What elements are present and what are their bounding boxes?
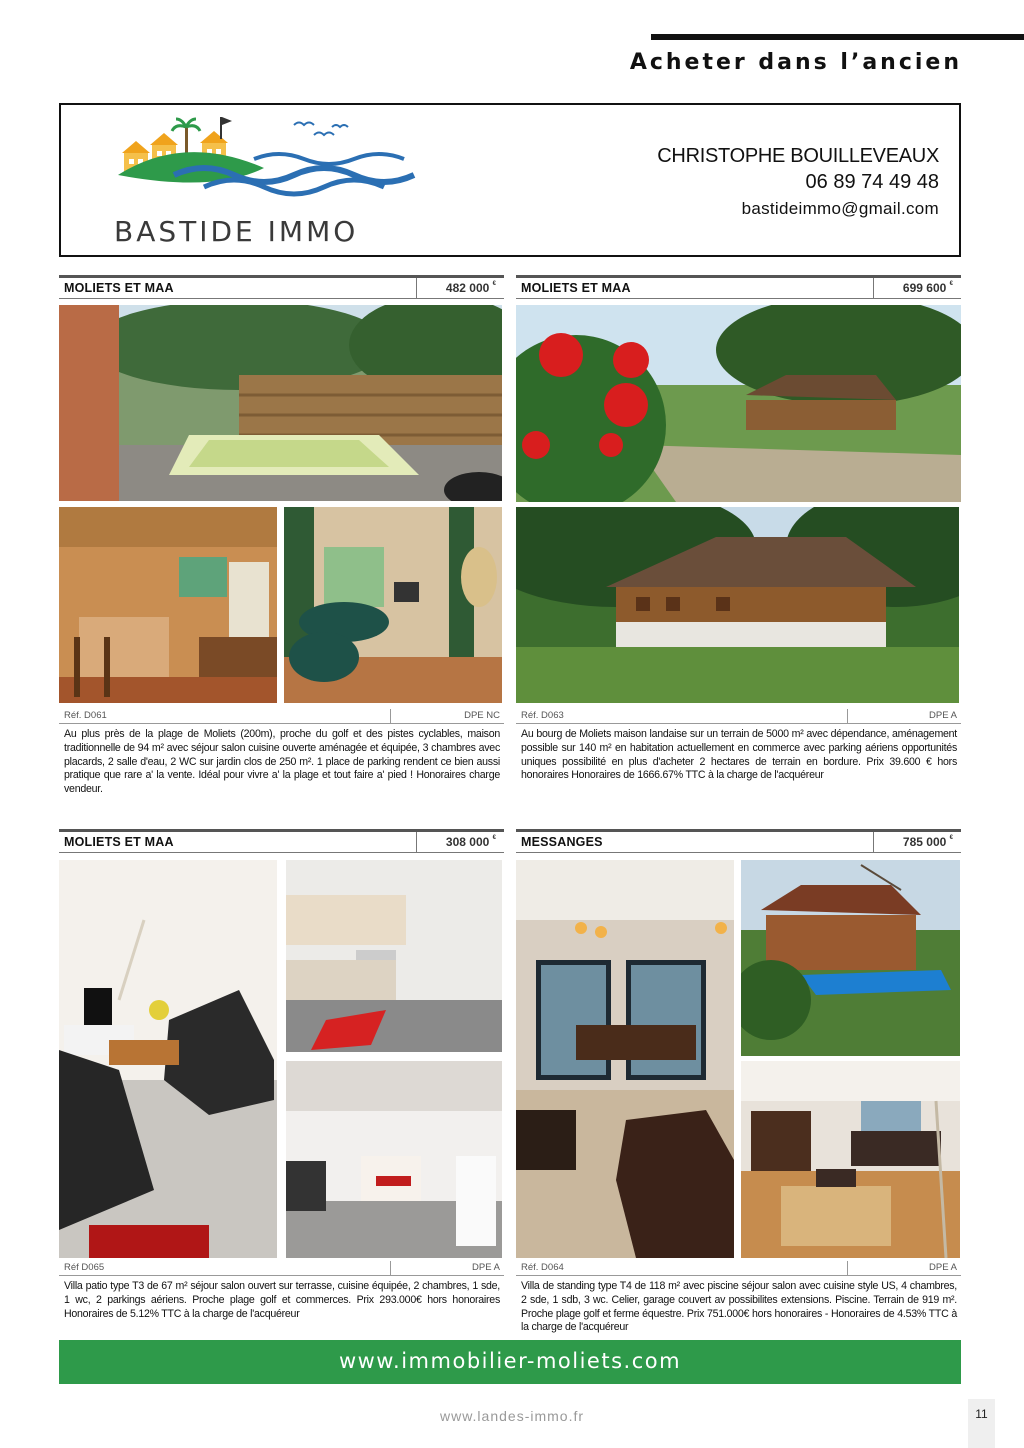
listing-city: MOLIETS ET MAA (521, 281, 631, 295)
photo-living-room[interactable] (284, 507, 502, 703)
photo-lounge[interactable] (59, 860, 277, 1258)
listing-header (59, 275, 504, 299)
listing-card (59, 275, 504, 805)
section-title: Acheter dans l’ancien (629, 50, 962, 75)
listing-dpe: DPE A (847, 709, 961, 723)
listing-meta (516, 709, 961, 724)
agency-logo (114, 113, 434, 251)
photo-kitchen[interactable] (59, 507, 277, 703)
footer-website[interactable]: www.landes-immo.fr (439, 1408, 585, 1424)
agent-email[interactable]: bastideimmo@gmail.com (741, 199, 939, 218)
agent-phone: 06 89 74 49 48 (805, 171, 939, 193)
listing-card (516, 829, 961, 1339)
photo-lounge-2[interactable] (741, 1061, 960, 1258)
listing-header (516, 275, 961, 299)
listing-price: 699 600 € (873, 278, 961, 299)
listing-header (59, 829, 504, 853)
listing-dpe: DPE A (390, 1261, 504, 1275)
photo-dining-room[interactable] (286, 1061, 502, 1258)
listing-meta (59, 709, 504, 724)
listing-ref: Réf. D063 (521, 710, 564, 721)
listing-dpe: DPE A (847, 1261, 961, 1275)
listing-description: Au plus près de la plage de Moliets (200m), proche du golf et des pistes cyclables, maison traditionnelle de 94 m² avec séjour salon cuisine ouverte aménagée et équipée, 3 chambres avec placards, 2 salle d'eau, 2 WC sur jardin clos de 250 m². 1 place de parking rendent ce bien aussi pratique que rare a' la vente. Idéal pour vivre a' la plage et tout faire a' pied ! Honoraires charge vendeur. (64, 728, 500, 796)
listing-ref: Réf D065 (64, 1262, 105, 1273)
logo-graphic (114, 113, 434, 213)
listing-meta (59, 1261, 504, 1276)
listing-city: MOLIETS ET MAA (64, 281, 174, 295)
page-number: 11 (968, 1399, 995, 1448)
listing-ref: Réf. D064 (521, 1262, 564, 1273)
listing-city: MESSANGES (521, 835, 603, 849)
listing-dpe: DPE NC (390, 709, 504, 723)
agency-box (59, 103, 961, 257)
agent-name: CHRISTOPHE BOUILLEVEAUX (657, 145, 939, 167)
listing-price: 785 000 € (873, 832, 961, 853)
listing-price: 482 000 € (416, 278, 504, 299)
listing-card (59, 829, 504, 1339)
header-rule (651, 34, 1024, 40)
website-banner[interactable]: www.immobilier-moliets.com (59, 1340, 961, 1384)
listing-card (516, 275, 961, 805)
photo-terrace[interactable] (59, 305, 502, 501)
photo-wooden-house[interactable] (516, 507, 959, 703)
listing-description: Au bourg de Moliets maison landaise sur un terrain de 5000 m² avec dépendance, aménagement possible sur 140 m² en habitation actuellement en commerce avec parking aériens opportunités uniques possibilité en plus d'acheter 2 hectares de terrain en bordure. Prix 39.600 € hors honoraires Honoraires de 1666.67% TTC à la charge de l'acquéreur (521, 728, 957, 782)
listing-city: MOLIETS ET MAA (64, 835, 174, 849)
photo-kitchen-2[interactable] (286, 860, 502, 1052)
listing-header (516, 829, 961, 853)
logo-text: BASTIDE IMMO (114, 215, 359, 248)
listing-description: Villa de standing type T4 de 118 m² avec piscine séjour salon avec cuisine style US, 4 chambres, 2 sde, 1 sdb, 3 wc. Celier, garage couvert av possibilites extensions. Piscine. Terrain de 919 m². Proche plage golf et ferme équestre. Prix 751.000€ hors honoraires - Honoraires de 4.53% TTC à la charge de l'acquéreur (521, 1280, 957, 1334)
photo-open-living[interactable] (516, 860, 734, 1258)
photo-pool-house[interactable] (741, 860, 960, 1056)
listing-description: Villa patio type T3 de 67 m² séjour salon ouvert sur terrasse, cuisine équipée, 2 chambres, 1 sde, 1 wc, 2 parkings aériens. Proche plage golf et commerces. Prix 293.000€ hors honoraires Honoraires de 5.12% TTC à la charge de l'acquéreur (64, 1280, 500, 1320)
listing-ref: Réf. D061 (64, 710, 107, 721)
listing-price: 308 000 € (416, 832, 504, 853)
photo-roses-house[interactable] (516, 305, 961, 502)
listing-meta (516, 1261, 961, 1276)
